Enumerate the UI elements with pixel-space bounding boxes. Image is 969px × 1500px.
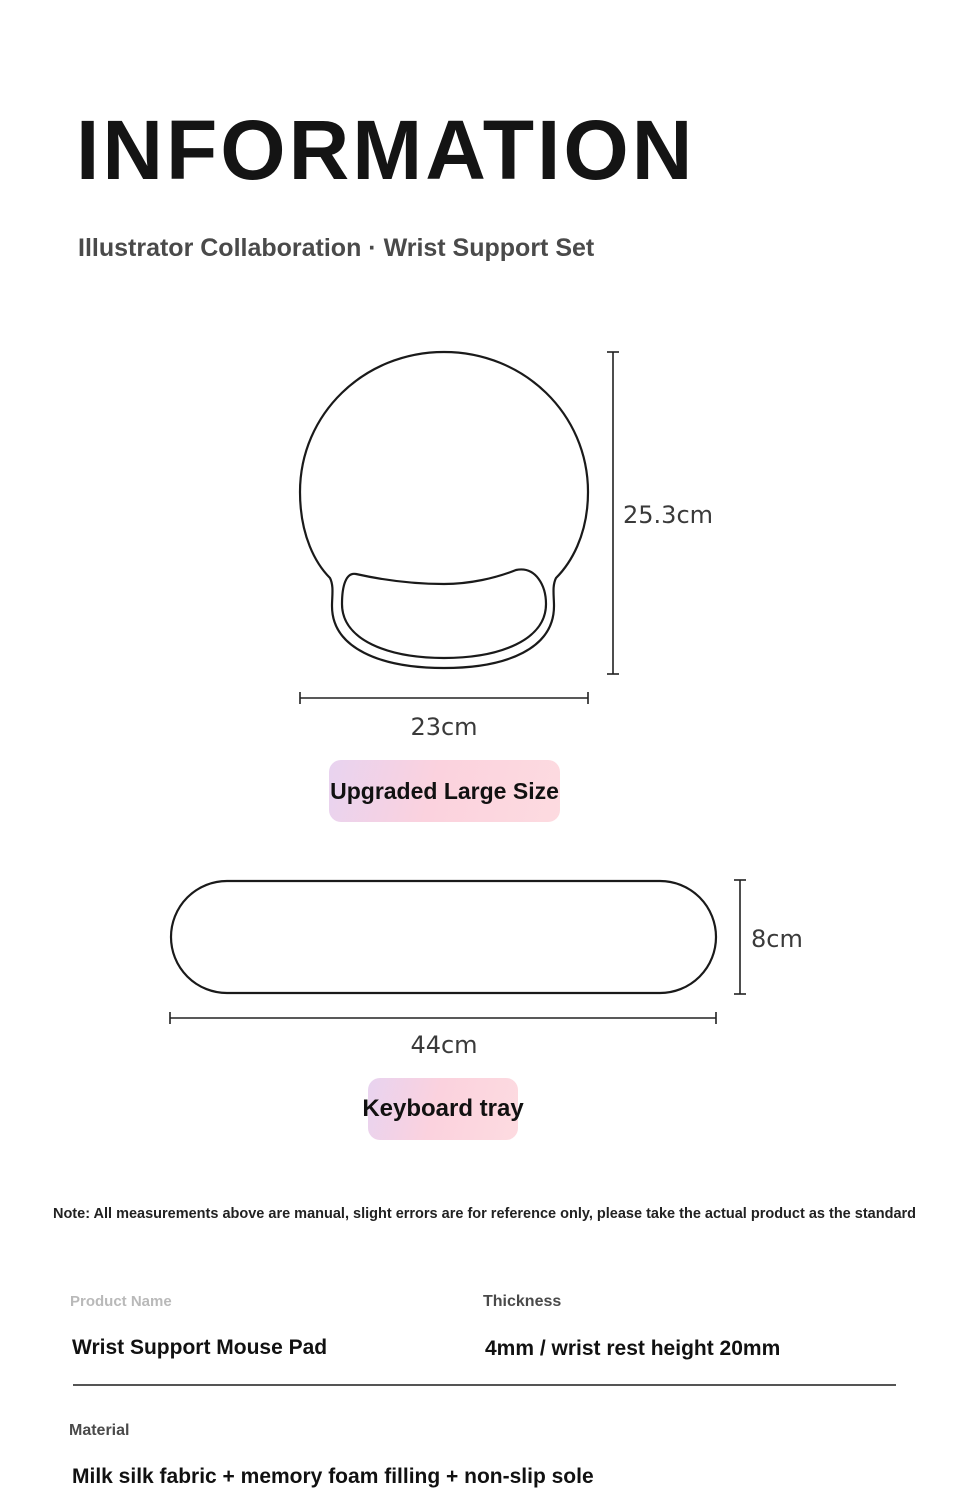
wrist-cushion-outline bbox=[342, 569, 546, 658]
mouse-pad-width-label: 23cm bbox=[410, 713, 478, 741]
page-title: INFORMATION bbox=[76, 103, 696, 197]
mouse-pad-outline bbox=[300, 352, 588, 668]
material-value: Milk silk fabric + memory foam filling + non-slip sole bbox=[72, 1465, 594, 1488]
upgraded-size-badge: Upgraded Large Size bbox=[329, 760, 560, 822]
thickness-value: 4mm / wrist rest height 20mm bbox=[485, 1337, 781, 1360]
product-name-label: Product Name bbox=[70, 1293, 172, 1310]
mouse-pad-width-dimension bbox=[300, 692, 588, 704]
material-label: Material bbox=[69, 1422, 130, 1439]
page-subtitle: Illustrator Collaboration · Wrist Support Set bbox=[78, 234, 595, 262]
measurement-note: Note: All measurements above are manual, slight errors are for reference only, please take the actual product as the standard bbox=[52, 1206, 917, 1222]
mouse-pad-height-label: 25.3cm bbox=[623, 501, 714, 529]
keyboard-rest-height-dimension bbox=[734, 880, 746, 994]
keyboard-tray-badge: Keyboard tray bbox=[368, 1078, 518, 1140]
thickness-label: Thickness bbox=[483, 1293, 562, 1310]
keyboard-rest-width-dimension bbox=[170, 1012, 716, 1024]
keyboard-rest-height-label: 8cm bbox=[751, 925, 803, 953]
product-name-value: Wrist Support Mouse Pad bbox=[72, 1336, 328, 1359]
keyboard-rest-outline bbox=[171, 881, 716, 993]
mouse-pad-height-dimension bbox=[607, 352, 619, 674]
keyboard-rest-width-label: 44cm bbox=[410, 1031, 478, 1059]
spec-divider bbox=[73, 1384, 896, 1386]
